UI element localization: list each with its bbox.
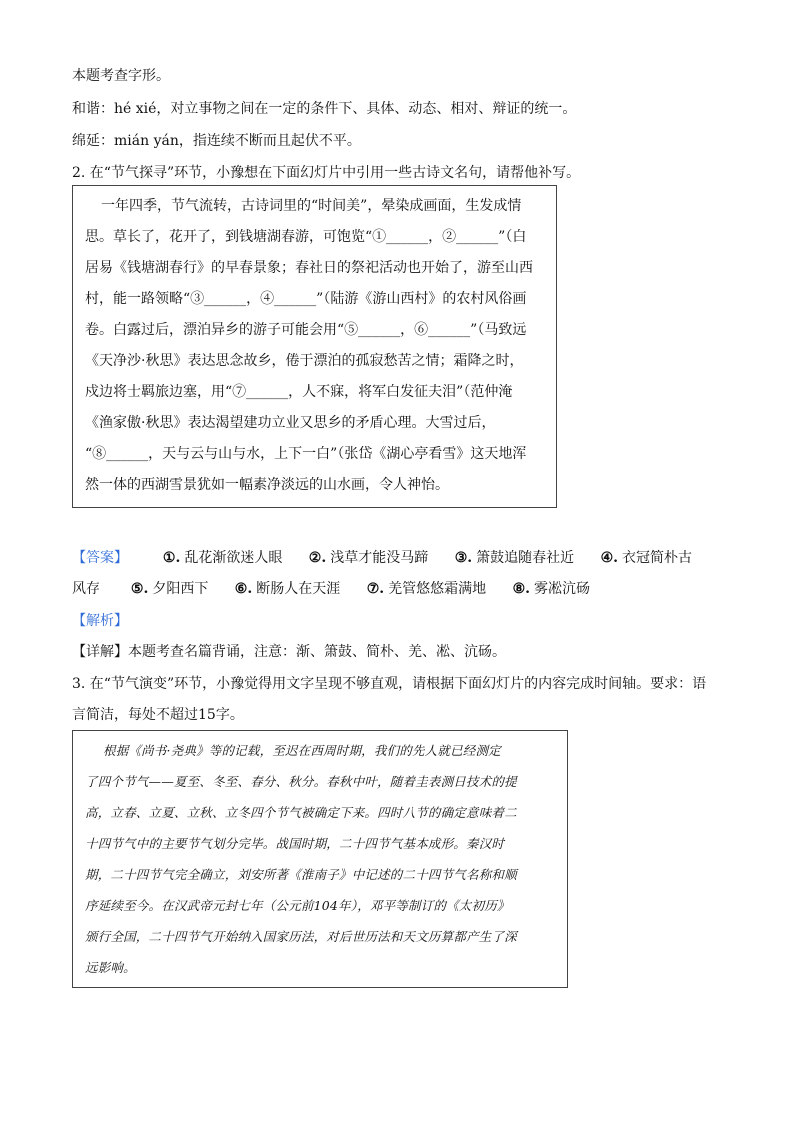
box2-line: 远影响。 (85, 960, 136, 975)
box1-line: 思。草长了，花开了，到钱塘湖春游，可饱览“①______，②______”（白 (85, 229, 527, 245)
box1-line: 戍边将士羁旅边塞，用“⑦______，人不寐，将军白发征夫泪”（范仲淹 (85, 384, 513, 400)
box1-line: 然一体的西湖雪景犹如一幅素净淡远的山水画，令人神怡。 (85, 477, 449, 493)
box1-line: 一年四季，节气流转，古诗词里的“时间美”，晕染成画面，生发成情 (101, 198, 522, 214)
box1-line: 村，能一路领略“③______，④______”（陆游《游山西村》的农村风俗画 (85, 291, 527, 307)
slide-box-history (72, 730, 568, 988)
text-line-hexie: 和谐：hé xié，对立事物之间在一定的条件下、具体、动态、相对、辩证的统一。 (72, 101, 577, 117)
text-line-topic: 本题考查字形。 (72, 68, 170, 84)
answer-item: ②. 浅草才能没马蹄 (308, 550, 429, 566)
box2-line: 期，二十四节气完全确立，刘安所著《淮南子》中记述的二十四节气名称和顺 (85, 867, 517, 882)
box1-line: “⑧______，天与云与山与水，上下一白”（张岱《湖心亭看雪》这天地浑 (85, 446, 527, 462)
box1-line: 《天净沙·秋思》表达思念故乡，倦于漂泊的孤寂愁苦之情；霜降之时， (85, 353, 524, 369)
analysis-label: 【解析】 (72, 613, 128, 629)
detail-line (72, 642, 732, 662)
answer-item: ⑦. 羌管悠悠霜满地 (366, 581, 487, 597)
question-3: 3. 在“节气演变”环节，小豫觉得用文字呈现不够直观，请根据下面幻灯片的内容完成时间轴。要求：语 (72, 676, 707, 692)
detail-label: 【详解】 (72, 644, 128, 660)
answer-row-1 (72, 548, 732, 568)
box2-line: 了四个节气——夏至、冬至、春分、秋分。春秋中叶，随着圭表测日技术的提 (85, 774, 517, 789)
box2-line: 颁行全国，二十四节气开始纳入国家历法，对后世历法和天文历算都产生了深 (85, 929, 517, 944)
box1-line: 居易《钱塘湖春行》的早春景象；春社日的祭祀活动也开始了，游至山西 (85, 260, 533, 276)
box1-line: 卷。白露过后，漂泊异乡的游子可能会用“⑤______，⑥______”（马致远 (85, 322, 527, 338)
answer-continuation: 风存 (72, 581, 100, 597)
slide-box-poems (72, 185, 557, 508)
answer-item: ③. 箫鼓追随春社近 (454, 550, 575, 566)
text-line-mianyan: 绵延：mián yán，指连续不断而且起伏不平。 (72, 133, 361, 149)
question-2: 2. 在“节气探寻”环节，小豫想在下面幻灯片中引用一些古诗文名句，请帮他补写。 (72, 165, 581, 181)
answer-label: 【答案】 (72, 550, 128, 566)
box2-line: 十四节气中的主要节气划分完毕。战国时期，二十四节气基本成形。秦汉时 (85, 836, 505, 851)
answer-item: ⑤. 夕阳西下 (130, 581, 209, 597)
box1-line: 《渔家傲·秋思》表达渴望建功立业又思乡的矛盾心理。大雪过后， (85, 415, 496, 431)
question-3-cont: 言简洁，每处不超过15字。 (72, 707, 244, 723)
answer-row-2 (72, 579, 732, 599)
box2-line: 根据《尚书·尧典》等的记载，至迟在西周时期，我们的先人就已经测定 (103, 743, 501, 758)
box2-line: 高，立春、立夏、立秋、立冬四个节气被确定下来。四时八节的确定意味着二 (85, 805, 517, 820)
answer-item: ⑧. 雾凇沆砀 (512, 581, 591, 597)
answer-item: ①. 乱花渐欲迷人眼 (162, 550, 283, 566)
box2-line: 序延续至今。在汉武帝元封七年（公元前104年），邓平等制订的《太初历》 (85, 898, 510, 913)
answer-item: ④. 衣冠简朴古 (600, 550, 693, 566)
detail-text: 本题考查名篇背诵，注意：渐、箫鼓、简朴、羌、凇、沆砀。 (128, 644, 506, 660)
answer-item: ⑥. 断肠人在天涯 (234, 581, 341, 597)
